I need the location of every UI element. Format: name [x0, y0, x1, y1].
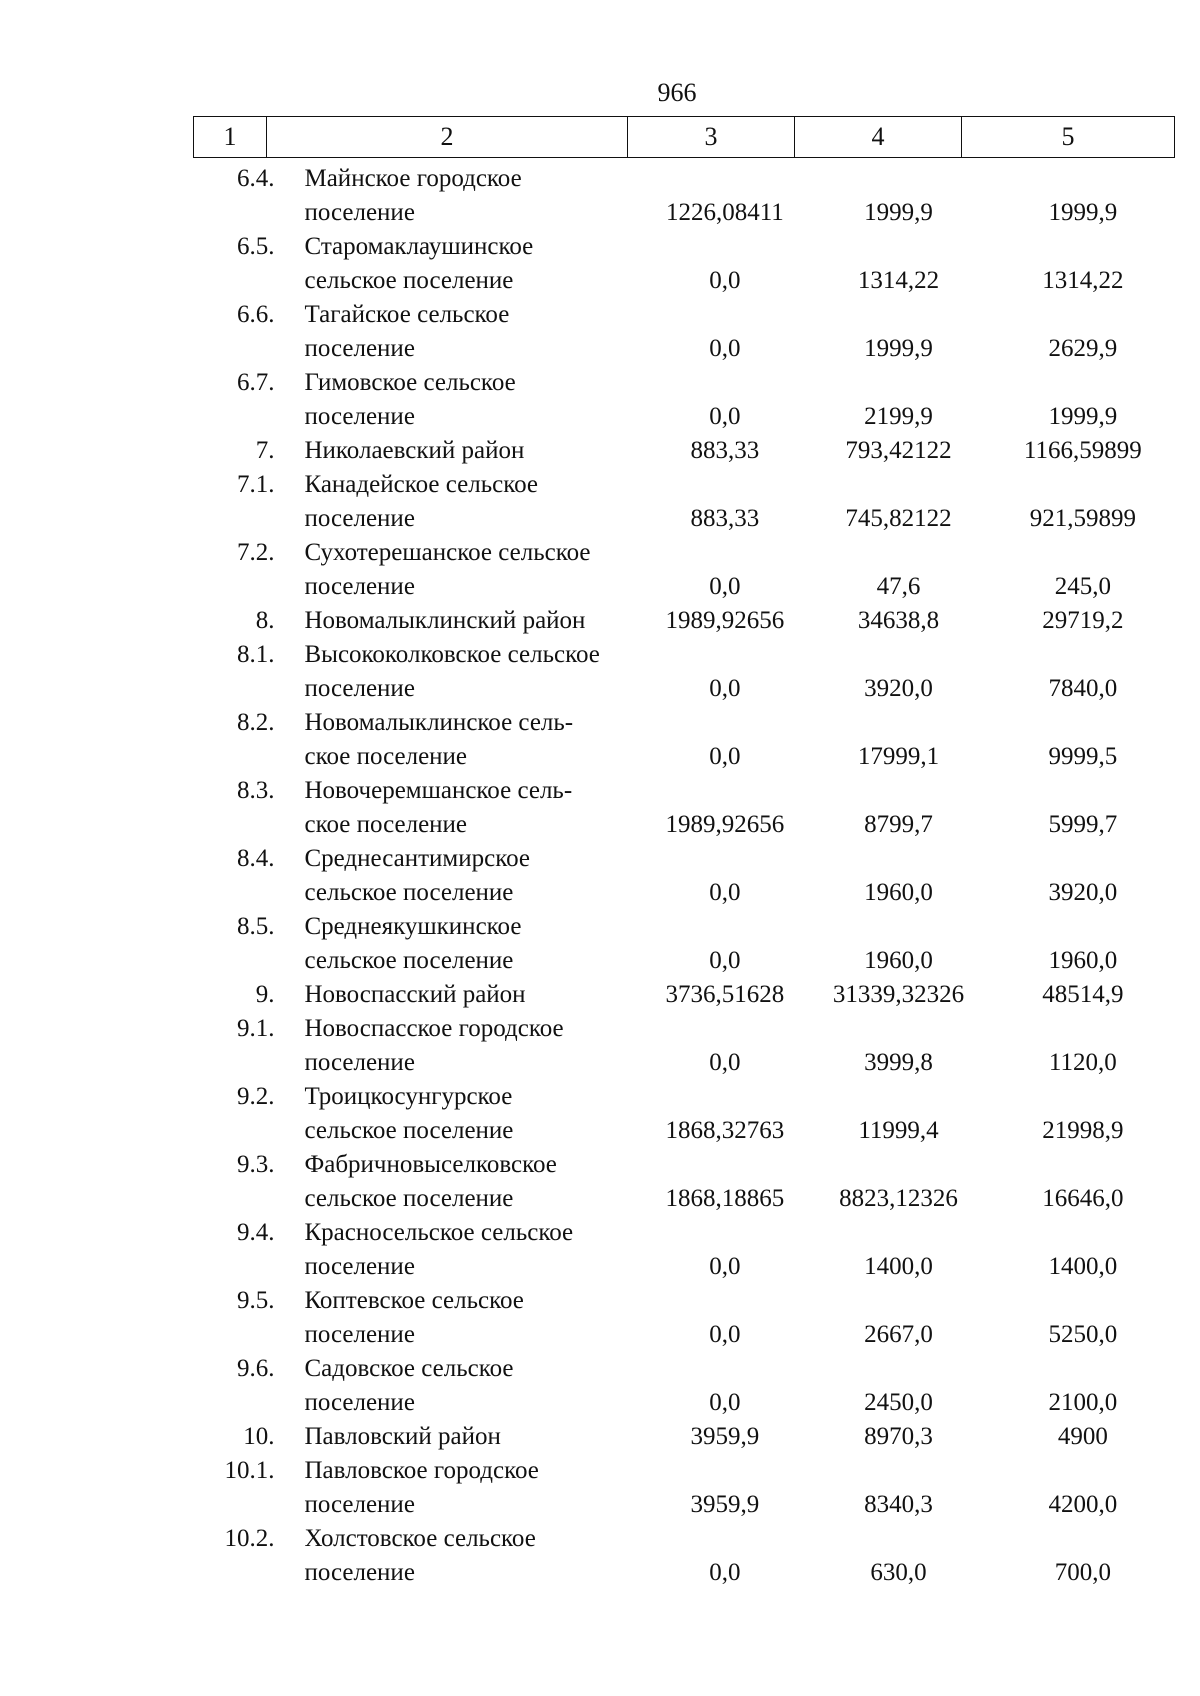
table-row: [193, 298, 1175, 366]
row-name: [274, 1420, 663, 1454]
header-col-3: 3: [628, 117, 795, 158]
row-number: 9.: [255, 981, 275, 1008]
row-name-line: поселение: [304, 199, 415, 226]
row-value-c4: 3920,0: [864, 675, 933, 702]
row-name: [274, 638, 663, 706]
row-name-line: сельское поселение: [304, 947, 514, 974]
table-row: [193, 366, 1175, 434]
row-name: [274, 1352, 663, 1420]
row-value-c3: 1989,92656: [665, 811, 785, 838]
row-value-c4: 2199,9: [864, 403, 933, 430]
row-name-line: Новоспасское городское: [304, 1015, 564, 1042]
row-value-c3: 1868,18865: [665, 1185, 785, 1212]
row-value-c5: 700,0: [1054, 1559, 1111, 1586]
row-name-line: Павловское городское: [304, 1457, 539, 1484]
row-name-line: Новоспасский район: [304, 981, 526, 1008]
row-value-c4: 630,0: [870, 1559, 927, 1586]
row-name-line: Павловский район: [304, 1423, 501, 1450]
row-name-line: Среднесантимирское: [304, 845, 530, 872]
row-value-c5: 5999,7: [1048, 811, 1118, 838]
row-name-line: поселение: [304, 505, 415, 532]
table-row: [193, 1454, 1175, 1522]
row-name: [274, 1148, 663, 1216]
table-row: [193, 604, 1175, 638]
row-name-line: Канадейское сельское: [304, 471, 538, 498]
row-value-c5: 4200,0: [1048, 1491, 1118, 1518]
row-value-c3: 0,0: [709, 267, 741, 294]
row-value-c3: 0,0: [709, 573, 741, 600]
row-name-line: Красносельское сельское: [304, 1219, 574, 1246]
row-number: 8.5.: [236, 913, 275, 940]
row-name-line: поселение: [304, 403, 415, 430]
page-number: 966: [657, 78, 697, 107]
row-name-line: Высококолковское сельское: [304, 641, 600, 668]
row-name-line: поселение: [304, 573, 415, 600]
row-name: [274, 706, 663, 774]
row-name: [274, 978, 663, 1012]
row-value-c3: 0,0: [709, 879, 741, 906]
row-number: 7.1.: [236, 471, 275, 498]
row-number: 9.4.: [236, 1219, 275, 1246]
row-value-c3: 1226,08411: [665, 199, 784, 226]
table-row: [193, 162, 1175, 230]
row-value-c4: 1999,9: [864, 199, 933, 226]
row-name: [274, 1454, 663, 1522]
row-value-c5: 1999,9: [1048, 199, 1118, 226]
row-number: 10.1.: [224, 1457, 275, 1484]
row-name-line: Гимовское сельское: [304, 369, 516, 396]
row-value-c5: 29719,2: [1042, 607, 1124, 634]
row-name: [274, 298, 663, 366]
row-number: 7.: [255, 437, 275, 464]
row-number: 9.1.: [236, 1015, 275, 1042]
row-value-c3: 1868,32763: [665, 1117, 785, 1144]
row-value-c5: 1314,22: [1042, 267, 1124, 294]
row-value-c4: 11999,4: [858, 1117, 939, 1144]
table-body: [193, 162, 1175, 1590]
row-name: [274, 468, 663, 536]
row-value-c4: 1960,0: [864, 879, 933, 906]
row-value-c4: 2667,0: [864, 1321, 933, 1348]
row-value-c4: 8970,3: [864, 1423, 933, 1450]
header-col-1: 1: [194, 117, 267, 158]
row-name-line: поселение: [304, 1253, 415, 1280]
row-value-c4: 3999,8: [864, 1049, 933, 1076]
row-value-c5: 9999,5: [1048, 743, 1118, 770]
row-name-line: Майнское городское: [304, 165, 522, 192]
row-value-c4: 31339,32326: [832, 981, 965, 1008]
row-value-c4: 34638,8: [857, 607, 940, 634]
row-name-line: Новомалыклинский район: [304, 607, 586, 634]
table-row: [193, 1522, 1175, 1590]
row-name-line: поселение: [304, 1389, 415, 1416]
row-name: [274, 1284, 663, 1352]
row-name-line: Сухотерешанское сельское: [304, 539, 591, 566]
row-value-c3: 0,0: [709, 1049, 741, 1076]
row-name: [274, 366, 663, 434]
table-header: [193, 116, 1175, 158]
row-name: [274, 1522, 663, 1590]
row-value-c4: 8799,7: [864, 811, 933, 838]
row-number: 9.5.: [236, 1287, 275, 1314]
table-row: [193, 230, 1175, 298]
row-value-c5: 5250,0: [1048, 1321, 1118, 1348]
row-value-c3: 0,0: [709, 403, 741, 430]
table-row: [193, 978, 1175, 1012]
row-value-c5: 2100,0: [1048, 1389, 1118, 1416]
row-value-c4: 8823,12326: [839, 1185, 958, 1212]
row-value-c4: 1999,9: [864, 335, 933, 362]
row-number: 6.7.: [236, 369, 275, 396]
row-number: 6.4.: [236, 165, 275, 192]
row-number: 9.6.: [236, 1355, 275, 1382]
row-name-line: поселение: [304, 1491, 415, 1518]
row-name-line: Среднеякушкинское: [304, 913, 522, 940]
row-name: [274, 162, 663, 230]
row-value-c3: 0,0: [709, 675, 741, 702]
row-name: [274, 910, 663, 978]
row-value-c5: 1400,0: [1048, 1253, 1118, 1280]
row-name-line: Троицкосунгурское: [304, 1083, 513, 1110]
row-name: [274, 1012, 663, 1080]
row-value-c3: 0,0: [709, 743, 741, 770]
row-name-line: сельское поселение: [304, 267, 514, 294]
table-row: [193, 910, 1175, 978]
row-value-c4: 8340,3: [864, 1491, 933, 1518]
row-value-c5: 48514,9: [1042, 981, 1124, 1008]
table-row: [193, 434, 1175, 468]
row-value-c5: 3920,0: [1048, 879, 1118, 906]
table-row: [193, 1012, 1175, 1080]
row-name-line: Николаевский район: [304, 437, 525, 464]
row-value-c5: 1999,9: [1048, 403, 1118, 430]
row-value-c5: 1960,0: [1048, 947, 1118, 974]
row-number: 7.2.: [236, 539, 275, 566]
header-col-4: 4: [795, 117, 962, 158]
row-value-c4: 1314,22: [857, 267, 940, 294]
row-value-c3: 883,33: [690, 437, 760, 464]
row-name-line: сельское поселение: [304, 1117, 514, 1144]
row-name: [274, 230, 663, 298]
row-number: 8.: [255, 607, 275, 634]
row-name: [274, 842, 663, 910]
row-name-line: Старомаклаушинское: [304, 233, 534, 260]
table-row: [193, 706, 1175, 774]
table-row: [193, 1148, 1175, 1216]
row-name-line: поселение: [304, 1049, 415, 1076]
row-name-line: сельское поселение: [304, 1185, 514, 1212]
row-name-line: поселение: [304, 675, 415, 702]
row-number: 8.2.: [236, 709, 275, 736]
row-value-c4: 1400,0: [864, 1253, 933, 1280]
table-row: [193, 1080, 1175, 1148]
header-col-5: 5: [962, 117, 1175, 158]
table-row: [193, 1216, 1175, 1284]
row-value-c4: 745,82122: [845, 505, 952, 532]
row-value-c3: 3959,9: [690, 1423, 760, 1450]
row-value-c4: 47,6: [876, 573, 921, 600]
row-name: [274, 604, 663, 638]
row-name-line: ское поселение: [304, 811, 468, 838]
row-value-c3: 0,0: [709, 1253, 741, 1280]
row-value-c3: 3959,9: [690, 1491, 760, 1518]
row-name: [274, 1216, 663, 1284]
table-row: [193, 842, 1175, 910]
table-row: [193, 1352, 1175, 1420]
row-name: [274, 1080, 663, 1148]
row-name-line: Тагайское сельское: [304, 301, 510, 328]
row-name-line: поселение: [304, 1321, 415, 1348]
row-name-line: поселение: [304, 335, 415, 362]
row-number: 10.: [243, 1423, 275, 1450]
row-value-c3: 0,0: [709, 947, 741, 974]
row-value-c3: 0,0: [709, 1559, 741, 1586]
row-value-c3: 0,0: [709, 335, 741, 362]
row-name-line: поселение: [304, 1559, 415, 1586]
row-name-line: Новомалыклинское сель-: [304, 709, 574, 736]
row-number: 10.2.: [224, 1525, 275, 1552]
row-name-line: Коптевское сельское: [304, 1287, 524, 1314]
row-value-c5: 21998,9: [1042, 1117, 1124, 1144]
row-value-c3: 3736,51628: [665, 981, 785, 1008]
row-name-line: сельское поселение: [304, 879, 514, 906]
row-value-c5: 4900: [1057, 1423, 1108, 1450]
row-name-line: Садовское сельское: [304, 1355, 514, 1382]
row-number: 6.6.: [236, 301, 275, 328]
row-name-line: Фабричновыселковское: [304, 1151, 557, 1178]
row-value-c5: 245,0: [1054, 573, 1111, 600]
table-row: [193, 468, 1175, 536]
row-value-c5: 921,59899: [1029, 505, 1136, 532]
row-value-c4: 2450,0: [864, 1389, 933, 1416]
header-col-2: 2: [267, 117, 628, 158]
row-number: 9.2.: [236, 1083, 275, 1110]
row-name: [274, 434, 663, 468]
row-name-line: ское поселение: [304, 743, 468, 770]
row-name-line: Новочеремшанское сель-: [304, 777, 573, 804]
table-row: [193, 1284, 1175, 1352]
row-value-c3: 0,0: [709, 1389, 741, 1416]
table-row: [193, 774, 1175, 842]
row-value-c3: 883,33: [690, 505, 760, 532]
row-value-c4: 793,42122: [845, 437, 952, 464]
row-number: 8.3.: [236, 777, 275, 804]
row-value-c4: 1960,0: [864, 947, 933, 974]
row-value-c5: 16646,0: [1042, 1185, 1124, 1212]
row-value-c3: 1989,92656: [665, 607, 785, 634]
row-number: 8.4.: [236, 845, 275, 872]
row-name-line: Холстовское сельское: [304, 1525, 536, 1552]
table-row: [193, 536, 1175, 604]
row-value-c5: 1120,0: [1048, 1049, 1117, 1076]
row-value-c3: 0,0: [709, 1321, 741, 1348]
row-number: 8.1.: [236, 641, 275, 668]
table-row: [193, 1420, 1175, 1454]
row-value-c5: 2629,9: [1048, 335, 1118, 362]
row-name: [274, 536, 663, 604]
row-number: 6.5.: [236, 233, 275, 260]
row-number: 9.3.: [236, 1151, 275, 1178]
row-value-c5: 7840,0: [1048, 675, 1118, 702]
row-name: [274, 774, 663, 842]
table-row: [193, 638, 1175, 706]
row-value-c4: 17999,1: [857, 743, 940, 770]
row-value-c5: 1166,59899: [1023, 437, 1142, 464]
